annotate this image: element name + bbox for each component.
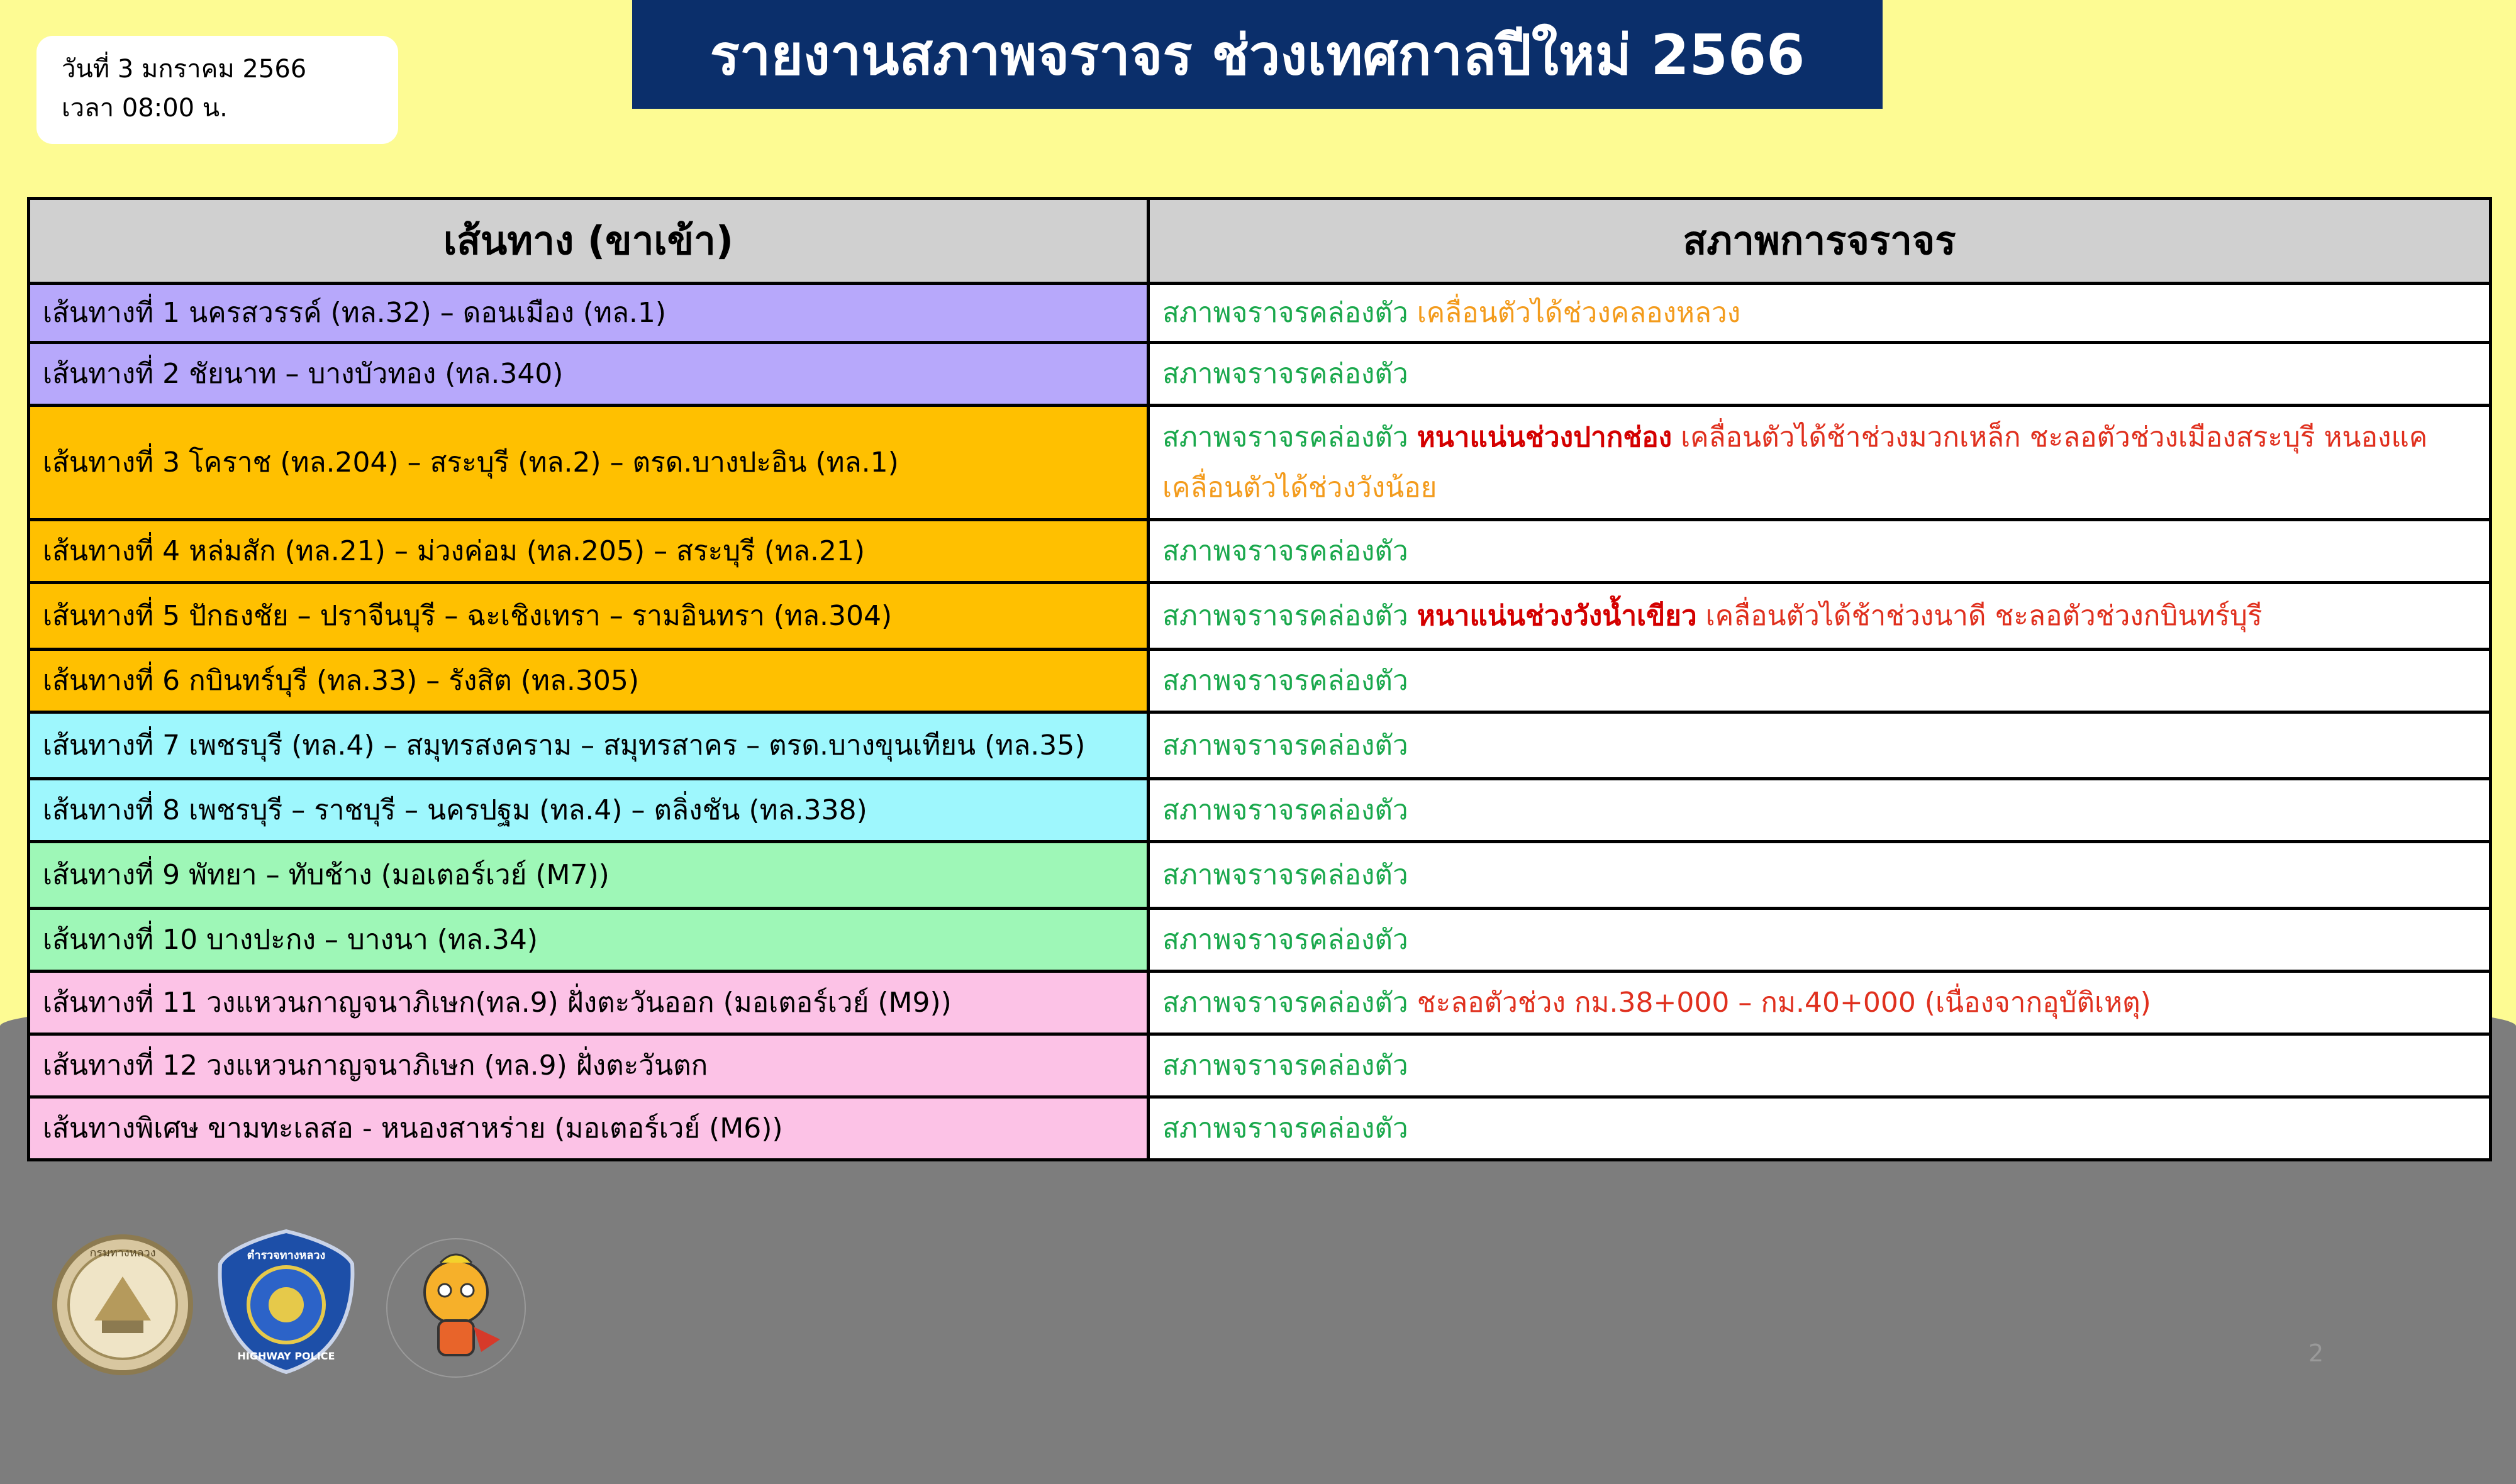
route-cell: เส้นทางที่ 2 ชัยนาท – บางบัวทอง (ทล.340) [29,343,1149,406]
status-segment: สภาพจราจรคล่องตัว [1162,421,1408,453]
route-cell: เส้นทางที่ 3 โคราช (ทล.204) – สระบุรี (ทล.2) – ตรด.บางปะอิน (ทล.1) [29,406,1149,520]
status-cell [1149,1097,2491,1160]
table-row [29,650,2491,712]
status-segment: สภาพจราจรคล่องตัว [1162,858,1408,891]
page-number: 2 [2308,1339,2324,1367]
route-cell: เส้นทางที่ 5 ปักธงชัย – ปราจีนบุรี – ฉะเชิงเทรา – รามอินทรา (ทล.304) [29,583,1149,650]
table-row [29,909,2491,972]
route-cell: เส้นทางที่ 4 หล่มสัก (ทล.21) – ม่วงค่อม (ทล.205) – สระบุรี (ทล.21) [29,520,1149,583]
status-cell [1149,343,2491,406]
status-cell [1149,583,2491,650]
table-row [29,284,2491,343]
status-cell [1149,284,2491,343]
route-cell: เส้นทางที่ 6 กบินทร์บุรี (ทล.33) – รังสิต (ทล.305) [29,650,1149,712]
status-segment: เคลื่อนตัวได้ช้าช่วงมวกเหล็ก ชะลอตัวช่วงเมืองสระบุรี หนองแค [1681,421,2428,453]
table-row [29,343,2491,406]
highway-police-badge-icon [211,1226,362,1377]
status-segment: สภาพจราจรคล่องตัว [1162,1049,1408,1082]
status-segment: สภาพจราจรคล่องตัว [1162,296,1408,329]
status-cell [1149,779,2491,842]
status-cell [1149,520,2491,583]
status-segment: สภาพจราจรคล่องตัว [1162,664,1408,697]
status-segment: สภาพจราจรคล่องตัว [1162,1112,1408,1144]
traffic-report-table [27,197,2492,1161]
traffic-mascot-icon [381,1232,532,1383]
status-cell [1149,909,2491,972]
table-header-row [29,199,2491,284]
column-header-status: สภาพการจราจร [1149,199,2491,284]
route-cell: เส้นทางที่ 11 วงแหวนกาญจนาภิเษก(ทล.9) ฝั่งตะวันออก (มอเตอร์เวย์ (M9)) [29,972,1149,1034]
table-row [29,972,2491,1034]
status-segment: สภาพจราจรคล่องตัว [1162,534,1408,567]
date-time-box [36,36,398,144]
status-segment: สภาพจราจรคล่องตัว [1162,599,1408,632]
route-cell: เส้นทางที่ 7 เพชรบุรี (ทล.4) – สมุทรสงคราม – สมุทรสาคร – ตรด.บางขุนเทียน (ทล.35) [29,712,1149,779]
route-cell: เส้นทางที่ 10 บางปะกง – บางนา (ทล.34) [29,909,1149,972]
table-row [29,1097,2491,1160]
date-text: วันที่ 3 มกราคม 2566 [62,55,307,84]
status-segment: ชะลอตัวช่วง กม.38+000 – กม.40+000 (เนื่องจากอุบัติเหตุ) [1417,986,2151,1019]
status-segment: เคลื่อนตัวได้ช่วงคลองหลวง [1417,296,1741,329]
table-row [29,1034,2491,1097]
status-segment: สภาพจราจรคล่องตัว [1162,729,1408,761]
route-cell: เส้นทางที่ 8 เพชรบุรี – ราชบุรี – นครปฐม (ทล.4) – ตลิ่งชัน (ทล.338) [29,779,1149,842]
column-header-route: เส้นทาง (ขาเข้า) [29,199,1149,284]
status-cell [1149,1034,2491,1097]
status-cell [1149,406,2491,520]
status-cell [1149,712,2491,779]
status-segment: สภาพจราจรคล่องตัว [1162,357,1408,390]
badge-bottom-label: HIGHWAY POLICE [237,1350,335,1362]
status-segment: เคลื่อนตัวได้ช้าช่วงนาดี ชะลอตัวช่วงกบินทร์บุรี [1705,599,2263,632]
page-title-text: รายงานสภาพจราจร ช่วงเทศกาลปีใหม่ 2566 [710,22,1805,87]
status-segment: สภาพจราจรคล่องตัว [1162,986,1408,1019]
route-cell: เส้นทางที่ 1 นครสวรรค์ (ทล.32) – ดอนเมือง (ทล.1) [29,284,1149,343]
status-segment: เคลื่อนตัวได้ช่วงวังน้อย [1162,471,1437,504]
status-cell [1149,842,2491,909]
badge-top-label: ตำรวจทางหลวง [247,1249,326,1262]
route-cell: เส้นทางที่ 9 พัทยา – ทับช้าง (มอเตอร์เวย์ (M7)) [29,842,1149,909]
page-title [632,0,1883,109]
status-segment: หนาแน่นช่วงปากช่อง [1417,421,1673,453]
route-cell: เส้นทางพิเศษ ขามทะเลสอ - หนองสาหร่าย (มอเตอร์เวย์ (M6)) [29,1097,1149,1160]
route-cell: เส้นทางที่ 12 วงแหวนกาญจนาภิเษก (ทล.9) ฝั่งตะวันตก [29,1034,1149,1097]
table-row [29,779,2491,842]
status-cell [1149,650,2491,712]
table-body [29,284,2491,1160]
table-row [29,406,2491,520]
status-segment: หนาแน่นช่วงวังน้ำเขียว [1417,599,1697,632]
table-row [29,712,2491,779]
status-segment: สภาพจราจรคล่องตัว [1162,923,1408,956]
table-row [29,583,2491,650]
emblem-label: กรมทางหลวง [89,1246,156,1260]
table-row [29,842,2491,909]
status-segment: สภาพจราจรคล่องตัว [1162,794,1408,826]
highway-department-emblem-icon [50,1232,195,1377]
time-text: เวลา 08:00 น. [62,94,228,123]
table-row [29,520,2491,583]
status-cell [1149,972,2491,1034]
